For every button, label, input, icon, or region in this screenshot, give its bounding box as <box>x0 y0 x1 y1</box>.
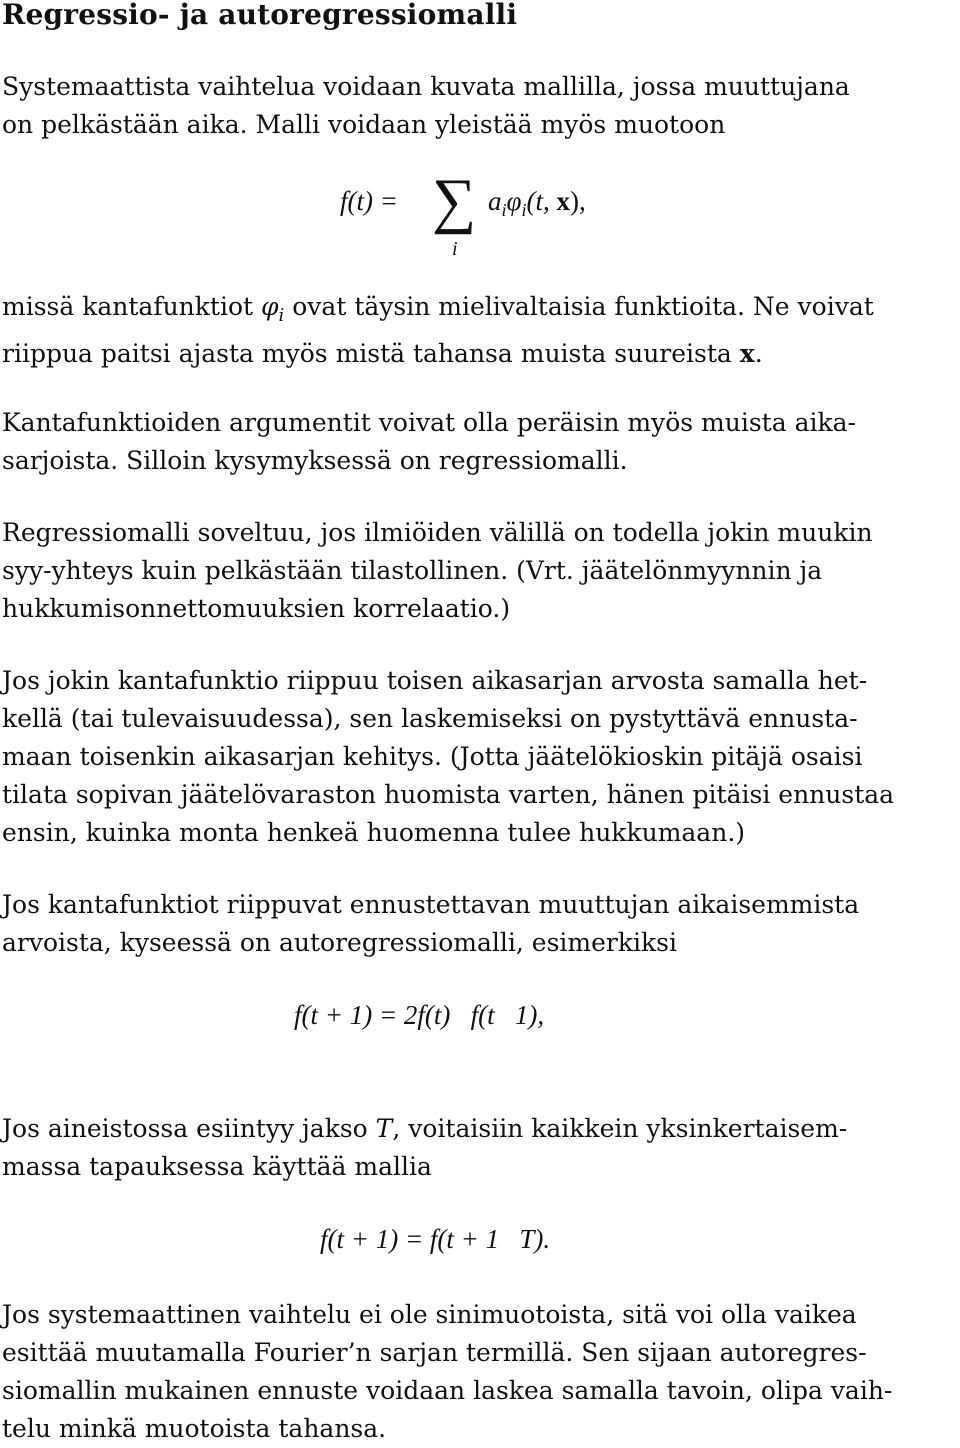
basis-phi: φ <box>506 186 522 216</box>
equation-autoregressive: f(t + 1) = 2f(t) f(t 1), <box>294 1000 545 1030</box>
text-span: , voitaisiin kaikkein yksinkertaisem- <box>392 1114 848 1143</box>
text-line <box>2 335 952 373</box>
phi-symbol: φ <box>261 292 279 321</box>
text-line: on pelkästään aika. Malli voidaan yleistää myös muotoon <box>2 110 726 139</box>
paragraph-intro <box>2 68 952 144</box>
text-span: . <box>754 339 763 368</box>
text-span: ovat täysin mielivaltaisia funktioita. Ne voivat <box>284 292 874 321</box>
paragraph-period <box>2 1110 952 1186</box>
paragraph-fourier <box>2 1296 952 1448</box>
text-line: sarjoista. Silloin kysymyksessä on regressiomalli. <box>2 446 628 475</box>
phi-subscript: i <box>278 305 285 326</box>
text-span: missä kantafunktiot <box>2 292 262 321</box>
text-line <box>2 1110 952 1148</box>
text-line: maan toisenkin aikasarjan kehitys. (Jotta jäätelökioskin pitäjä osaisi <box>2 742 863 771</box>
text-line: Systemaattista vaihtelua voidaan kuvata mallilla, jossa muuttujana <box>2 72 850 101</box>
text-line: Kantafunktioiden argumentit voivat olla peräisin myös muista aika- <box>2 408 856 437</box>
paragraph-arguments <box>2 404 952 480</box>
paragraph-forecast <box>2 662 952 852</box>
equation-lhs: f(t) = <box>340 186 398 216</box>
argument-close: ), <box>569 186 586 216</box>
text-line: ensin, kuinka monta henkeä huomenna tulee hukkumaan.) <box>2 818 746 847</box>
paragraph-autoregression <box>2 886 952 962</box>
sum-symbol: ∑ <box>432 167 477 235</box>
paragraph-regression <box>2 514 952 628</box>
vector-x-inline: x <box>739 339 755 368</box>
text-line: massa tapauksessa käyttää mallia <box>2 1152 432 1181</box>
text-line: Jos systemaattinen vaihtelu ei ole sinimuotoista, sitä voi olla vaikea <box>2 1300 857 1329</box>
text-line: arvoista, kyseessä on autoregressiomalli, esimerkiksi <box>2 928 677 957</box>
text-line: hukkumisonnettomuuksien korrelaatio.) <box>2 594 511 623</box>
text-line: esittää muutamalla Fourier’n sarjan termillä. Sen sijaan autoregres- <box>2 1338 867 1367</box>
text-line: kellä (tai tulevaisuudessa), sen laskemiseksi on pystyttävä ennusta- <box>2 704 858 733</box>
vector-x: x <box>556 186 570 216</box>
equation-periodic: f(t + 1) = f(t + 1 T). <box>320 1224 551 1254</box>
text-line: Regressiomalli soveltuu, jos ilmiöiden välillä on todella jokin muukin <box>2 518 873 547</box>
paragraph-basis-functions <box>2 288 952 373</box>
text-line: Jos kantafunktiot riippuvat ennustettavan muuttujan aikaisemmista <box>2 890 860 919</box>
page-title: Regressio- ja autoregressiomalli <box>2 0 518 31</box>
basis-phi-subscript: i <box>521 200 527 220</box>
period-symbol: T <box>375 1114 393 1143</box>
text-line: telu minkä muotoista tahansa. <box>2 1414 387 1443</box>
text-span: Jos aineistossa esiintyy jakso <box>2 1114 376 1143</box>
coefficient-a: a <box>488 186 502 216</box>
text-line: tilata sopivan jäätelövaraston huomista varten, hänen pitäisi ennustaa <box>2 780 895 809</box>
text-span: riippua paitsi ajasta myös mistä tahansa muista suureista <box>2 339 740 368</box>
sum-index: i <box>452 238 458 260</box>
coefficient-a-subscript: i <box>501 200 507 220</box>
text-line: syy-yhteys kuin pelkästään tilastollinen. (Vrt. jäätelönmyynnin ja <box>2 556 823 585</box>
text-line: Jos jokin kantafunktio riippuu toisen aikasarjan arvosta samalla het- <box>2 666 868 695</box>
text-line: siomallin mukainen ennuste voidaan laskea samalla tavoin, olipa vaih- <box>2 1376 893 1405</box>
text-line <box>2 288 952 335</box>
argument-open: (t, <box>526 186 557 216</box>
